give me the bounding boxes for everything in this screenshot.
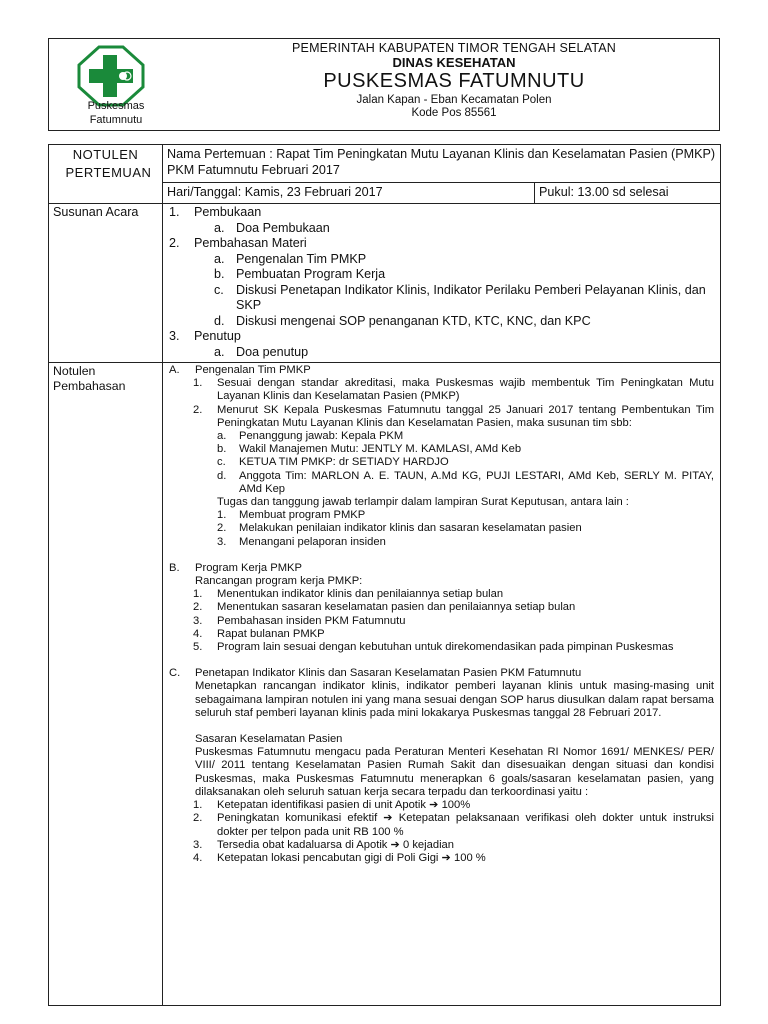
list-text: Peningkatan komunikasi efektif ➔ Ketepatan pelaksanaan verifikasi oleh dokter untuk instruksi dokter per telpon pada unit RB 100 % <box>217 812 715 838</box>
list-item <box>169 404 714 430</box>
list-num: a. <box>217 430 227 443</box>
section-letter: A. <box>169 364 180 376</box>
government-line: PEMERINTAH KABUPATEN TIMOR TENGAH SELATAN <box>292 41 616 55</box>
logo-caption-line1: Puskesmas <box>87 100 145 112</box>
meeting-time: Pukul: 13.00 sd selesai <box>535 183 721 204</box>
program-item <box>169 601 714 614</box>
list-item <box>169 377 714 403</box>
program-intro: Rancangan program kerja PMKP: <box>195 575 363 588</box>
list-num: 2. <box>193 812 203 825</box>
list-num: 1. <box>217 509 227 522</box>
program-item <box>169 628 714 641</box>
program-item <box>169 588 714 601</box>
agenda-sub-text: Doa Pembukaan <box>236 220 330 235</box>
agenda-sub-text: Doa penutup <box>236 344 309 359</box>
agenda-sub-text: Diskusi Penetapan Indikator Klinis, Indikator Perilaku Pemberi Pelayanan Klinis, dan SKP <box>236 282 706 312</box>
list-num: 1. <box>193 799 203 812</box>
list-num: 3. <box>217 535 227 548</box>
program-item <box>169 615 714 628</box>
duty-item <box>169 509 714 522</box>
team-member <box>169 430 714 443</box>
list-num: d. <box>217 469 227 482</box>
agenda-item <box>169 236 716 329</box>
list-num: 1. <box>193 377 203 390</box>
team-member <box>169 456 714 469</box>
list-text: Menurut SK Kepala Puskesmas Fatumnutu tanggal 25 Januari 2017 tentang Pembentukan Tim Peningkatan Mutu Layanan Klinis dan Keselamatan Pasien, maka susunan tim sbb: <box>217 403 715 429</box>
list-num: 2. <box>217 522 227 535</box>
department-line: DINAS KESEHATAN <box>392 55 516 70</box>
postal-code-line: Kode Pos 85561 <box>411 107 497 119</box>
agenda-sub-num: b. <box>214 267 225 281</box>
team-member <box>169 470 714 496</box>
notes-label-text: Notulen Pembahasan <box>53 364 126 393</box>
notulen-label: NOTULEN PERTEMUAN <box>65 147 152 180</box>
list-num: 4. <box>193 627 203 640</box>
agenda-text: Pembahasan Materi <box>194 236 307 250</box>
notes-row <box>49 363 721 1006</box>
list-text: Wakil Manajemen Mutu: JENTLY M. KAMLASI, AMd Keb <box>239 443 522 456</box>
list-text: Sesuai dengan standar akreditasi, maka Puskesmas wajib membentuk Tim Peningkatan Mutu Layanan Klinis dan Keselamatan Pasien (PMKP) <box>217 377 715 403</box>
agenda-sub-num: a. <box>214 251 225 266</box>
section-letter: B. <box>169 561 180 574</box>
list-num: 5. <box>193 641 203 654</box>
section-title: Pengenalan Tim PMKP <box>195 364 311 376</box>
meeting-date: Hari/Tanggal: Kamis, 23 Februari 2017 <box>163 183 535 204</box>
list-text: Anggota Tim: MARLON A. E. TAUN, A.Md KG, PUJI LESTARI, AMd Keb, SERLY M. PITAY, AMd Kep <box>239 469 715 495</box>
list-text: Penanggung jawab: Kepala PKM <box>239 430 404 443</box>
agenda-sub-text: Pengenalan Tim PMKP <box>236 251 367 266</box>
section-title: Penetapan Indikator Klinis dan Sasaran Keselamatan Pasien PKM Fatumnutu <box>195 667 582 680</box>
safety-goal-item <box>169 852 714 865</box>
agenda-text: Penutup <box>194 329 241 343</box>
list-text: Program lain sesuai dengan kebutuhan untuk direkomendasikan pada pimpinan Puskesmas <box>217 641 674 654</box>
list-text: Ketepatan identifikasi pasien di unit Apotik ➔ 100% <box>217 799 471 812</box>
section-title: Program Kerja PMKP <box>195 561 302 574</box>
duty-item <box>169 522 714 535</box>
agenda-item <box>169 329 716 360</box>
safety-goal-item <box>169 812 714 838</box>
puskesmas-logo-icon <box>77 45 145 107</box>
list-text: Tersedia obat kadaluarsa di Apotik ➔ 0 kejadian <box>217 838 455 851</box>
list-num: b. <box>217 443 227 456</box>
agenda-text: Pembukaan <box>194 205 262 219</box>
agenda-sub-text: Pembuatan Program Kerja <box>236 267 386 281</box>
list-num: 3. <box>193 614 203 627</box>
agenda-num: 2. <box>169 236 180 250</box>
meeting-name: Nama Pertemuan : Rapat Tim Peningkatan Mutu Layanan Klinis dan Keselamatan Pasien (PMKP) PKM Fatumnutu Februari 2017 <box>163 145 721 183</box>
patient-safety-title: Sasaran Keselamatan Pasien <box>195 733 343 746</box>
program-item <box>169 641 714 654</box>
safety-goal-item <box>169 839 714 852</box>
meeting-name-row <box>49 145 721 183</box>
agenda-num: 3. <box>169 329 180 343</box>
section-a-title <box>169 364 714 377</box>
list-num: 4. <box>193 851 203 864</box>
agenda-row <box>49 204 721 363</box>
section-b-title <box>169 562 714 575</box>
logo-caption <box>61 99 171 127</box>
minutes-table <box>48 144 721 1006</box>
agenda-item <box>169 205 716 236</box>
agenda-sub-num: a. <box>214 344 225 359</box>
letterhead <box>48 38 720 131</box>
letterhead-text <box>219 39 689 119</box>
agenda-sub-num: c. <box>214 282 224 297</box>
list-text: Menentukan sasaran keselamatan pasien dan penilaiannya setiap bulan <box>217 601 576 614</box>
list-text: KETUA TIM PMKP: dr SETIADY HARDJO <box>239 456 449 469</box>
notes-content <box>163 363 721 1006</box>
list-num: 2. <box>193 601 203 614</box>
list-text: Menentukan indikator klinis dan penilaiannya setiap bulan <box>217 588 504 601</box>
list-text: Pembahasan insiden PKM Fatumnutu <box>217 614 406 627</box>
duty-item <box>169 536 714 549</box>
list-text: Melakukan penilaian indikator klinis dan sasaran keselamatan pasien <box>239 522 582 535</box>
list-num: c. <box>217 456 226 469</box>
logo-caption-line2: Fatumnutu <box>89 114 143 126</box>
agenda-label: Susunan Acara <box>49 204 163 363</box>
section-letter: C. <box>169 667 181 680</box>
patient-safety-paragraph: Puskesmas Fatumnutu mengacu pada Peraturan Menteri Kesehatan RI Nomor 1691/ MENKES/ PER/ VIII/ 2011 tentang Keselamatan Pasien Rumah Sakit dan disesuaikan dengan situasi dan kondisi Puskesmas, maka Puskesmas Fatumnutu menerapkan 6 goals/sasaran keselamatan pasien, yang dilaksanakan oleh seluruh satuan kerja secara terpadu dan terkoordinasi yaitu : <box>195 746 715 798</box>
list-num: 1. <box>193 588 203 601</box>
list-text: Ketepatan lokasi pencabutan gigi di Poli Gigi ➔ 100 % <box>217 851 486 864</box>
agenda-sub-num: d. <box>214 313 225 328</box>
section-c-title <box>169 667 714 680</box>
agenda-sub-text: Diskusi mengenai SOP penanganan KTD, KTC, KNC, dan KPC <box>236 313 591 328</box>
list-num: 2. <box>193 403 203 416</box>
notulen-label-cell <box>49 145 163 204</box>
agenda-sub-num: a. <box>214 220 225 235</box>
address-line: Jalan Kapan - Eban Kecamatan Polen <box>356 94 552 106</box>
agenda-content <box>163 204 721 363</box>
indicator-paragraph: Menetapkan rancangan indikator klinis, indikator pemberi layanan klinis untuk masing-masing unit sebagaimana lampiran notulen ini yang mana sesuai dengan SOP harus diusulkan dalam rapat bersama seluruh staf pemberi layanan klinis pada mini lokakarya Puskesmas tanggal 28 Februari 2017. <box>195 680 715 719</box>
safety-goal-item <box>169 799 714 812</box>
list-text: Menangani pelaporan insiden <box>239 535 386 548</box>
team-member <box>169 443 714 456</box>
agenda-num: 1. <box>169 205 180 219</box>
duties-intro: Tugas dan tanggung jawab terlampir dalam lampiran Surat Keputusan, antara lain : <box>217 496 629 509</box>
list-num: 3. <box>193 838 203 851</box>
institution-name: PUSKESMAS FATUMNUTU <box>323 70 585 92</box>
list-text: Membuat program PMKP <box>239 509 366 522</box>
notes-label <box>49 363 163 1006</box>
list-text: Rapat bulanan PMKP <box>217 627 325 640</box>
